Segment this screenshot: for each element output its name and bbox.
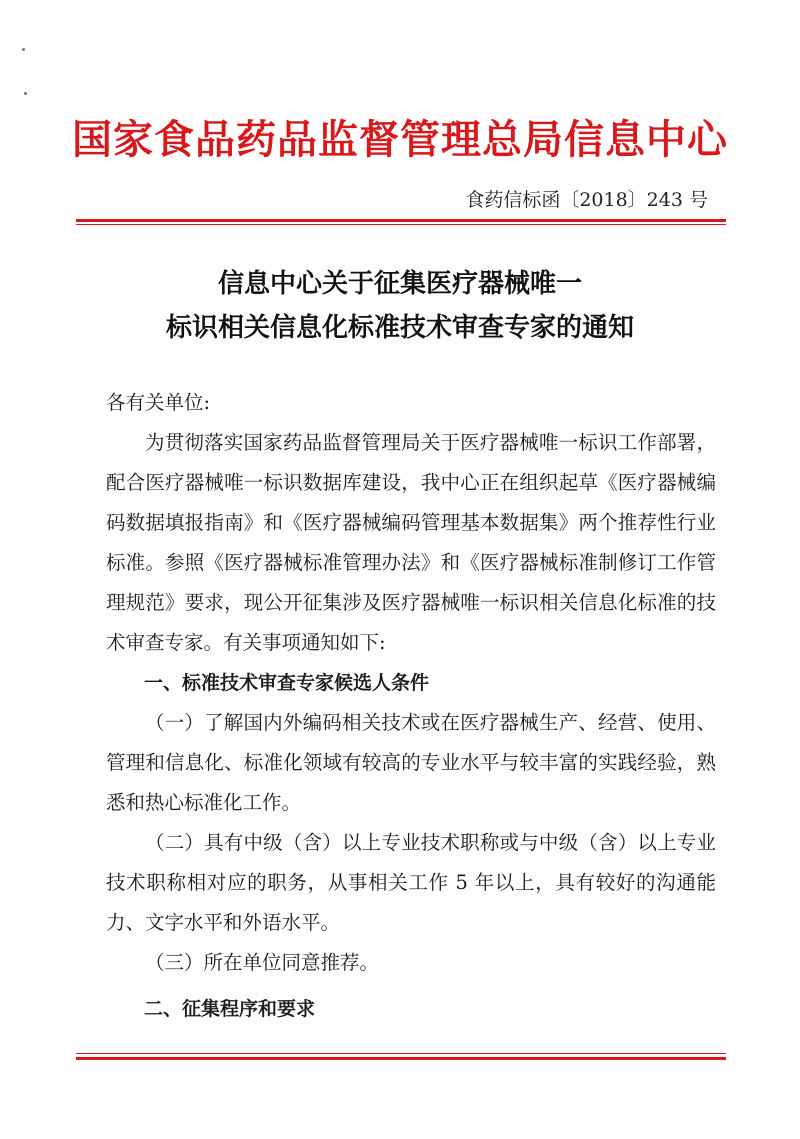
intro-paragraph: 为贯彻落实国家药品监督管理局关于医疗器械唯一标识工作部署，配合医疗器械唯一标识数据库建设，我中心正在组织起草《医疗器械编码数据填报指南》和《医疗器械编码管理基本数据集》两个推荐性行业标准。参照《医疗器械标准管理办法》和《医疗器械标准制修订工作管理规范》要求，现公开征集涉及医疗器械唯一标识相关信息化标准的技术审查专家。有关事项通知如下: — [106, 431, 716, 654]
condition-item-2: （二）具有中级（含）以上专业技术职称或与中级（含）以上专业技术职称相对应的职务，从事相关工作 5 年以上，具有较好的沟通能力、文字水平和外语水平。 — [106, 831, 716, 934]
notice-title-line1: 信息中心关于征集医疗器械唯一 — [217, 269, 582, 299]
header-red-rule — [76, 219, 726, 222]
header-red-rule-thin — [76, 224, 726, 225]
scan-speck — [24, 92, 27, 95]
section1-heading: 一、标准技术审查专家候选人条件 — [144, 672, 430, 694]
salutation: 各有关单位: — [106, 391, 211, 414]
notice-body — [106, 383, 716, 1029]
notice-title-line2: 标识相关信息化标准技术审查专家的通知 — [165, 313, 634, 343]
condition-item-1: （一）了解国内外编码相关技术或在医疗器械生产、经营、使用、管理和信息化、标准化领域有较高的专业水平与较丰富的实践经验，熟悉和热心标准化工作。 — [106, 711, 716, 814]
scan-speck — [22, 48, 25, 51]
agency-masthead: 国家食品药品监督管理总局信息中心 — [72, 117, 728, 163]
notice-title — [0, 262, 800, 350]
section2-heading: 二、征集程序和要求 — [144, 998, 316, 1020]
document-number: 食药信标函〔2018〕243 号 — [465, 189, 708, 211]
footer-red-rule-thin — [76, 1053, 726, 1054]
footer-red-rule — [76, 1057, 726, 1060]
condition-item-3: （三）所在单位同意推荐。 — [145, 951, 380, 974]
